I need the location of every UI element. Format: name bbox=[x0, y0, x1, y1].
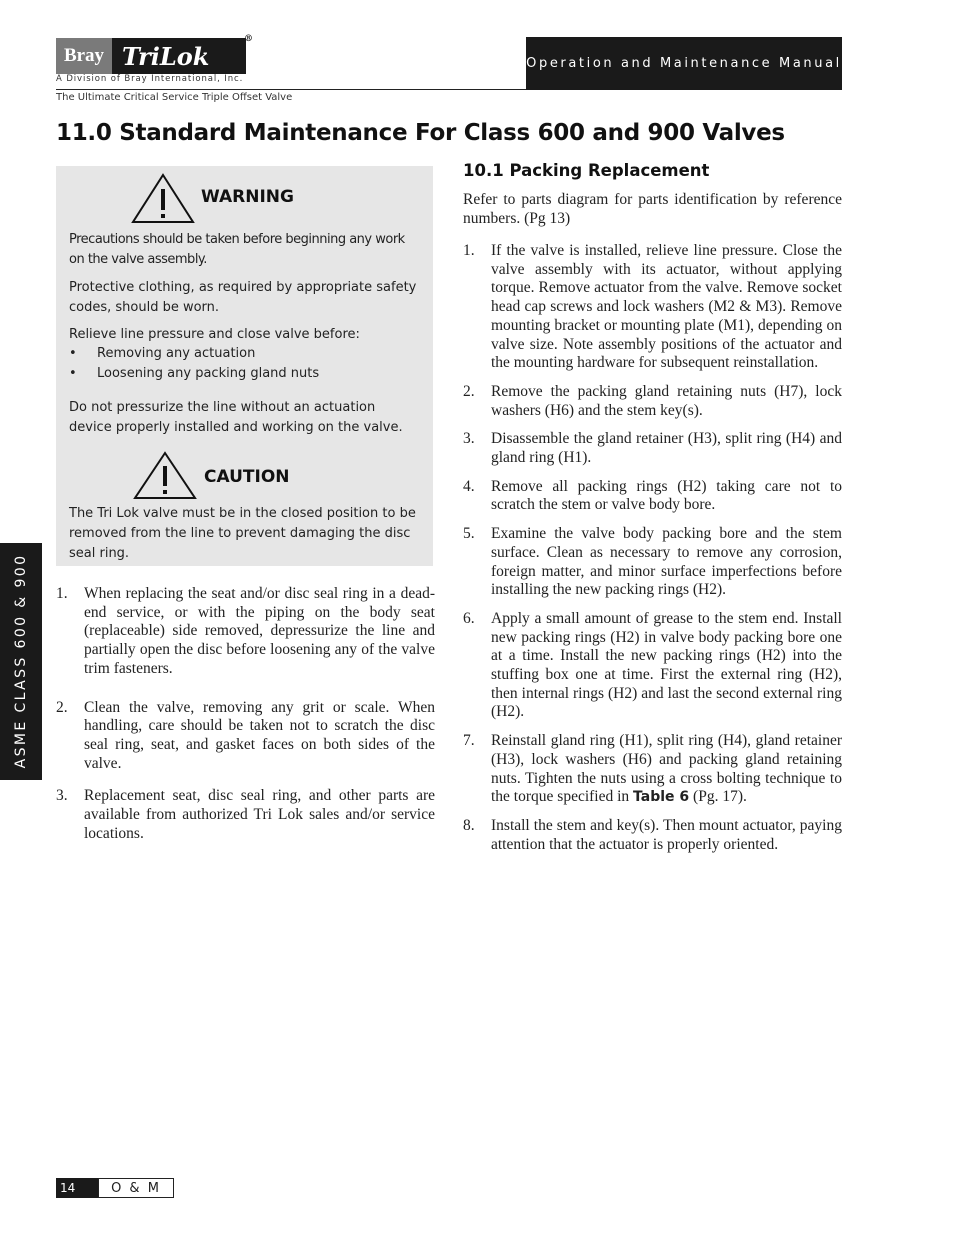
list-item: 7. Reinstall gland ring (H1), split ring (H4), gland retainer (H3), lock washers (H6) and packing gland retaining nuts. Tighten the nuts using a cross bolting technique to the torque specified in Table 6 (Pg. 17). bbox=[463, 732, 842, 806]
bullet-item: • Removing any actuation bbox=[69, 346, 256, 361]
bullet-item: • Loosening any packing gland nuts bbox=[69, 366, 320, 381]
division-text: A Division of Bray International, Inc. bbox=[56, 74, 244, 84]
page-title: 11.0 Standard Maintenance For Class 600 and 900 Valves bbox=[56, 120, 785, 146]
caution-label: CAUTION bbox=[204, 467, 290, 487]
list-item: 3. Disassemble the gland retainer (H3), split ring (H4) and gland ring (H1). bbox=[463, 430, 842, 467]
registered-mark: ® bbox=[244, 34, 253, 44]
page-footer bbox=[56, 1178, 174, 1198]
table-reference: Table 6 bbox=[633, 789, 690, 806]
brand-logo bbox=[56, 34, 253, 74]
list-item: 3. Replacement seat, disc seal ring, and other parts are available from authorized Tri Lok sales and/or service locations. bbox=[56, 787, 435, 842]
page-number: 14 bbox=[56, 1178, 98, 1198]
right-numbered-list bbox=[463, 242, 842, 854]
logo-bray: Bray bbox=[56, 38, 112, 74]
caution-icon bbox=[132, 450, 198, 500]
logo-trilok-text: TriLok bbox=[122, 41, 210, 71]
list-item: 1. If the valve is installed, relieve line pressure. Close the valve assembly with its actuator, without applying torque. Remove actuator from the valve. Remove socket head cap screws and lock washers (M2 & M3). Remove mounting bracket or mounting plate (M1), depending on valve size. Note assembly positions of the actuator and the mounting hardware for subsequent reinstallation. bbox=[463, 242, 842, 372]
warning-paragraph-2: Protective clothing, as required by appropriate safety codes, should be worn. bbox=[69, 280, 417, 315]
warning-label: WARNING bbox=[201, 187, 294, 207]
manual-title: Operation and Maintenance Manual bbox=[526, 37, 842, 90]
tagline: The Ultimate Critical Service Triple Offset Valve bbox=[56, 92, 293, 103]
warning-paragraph-3: Relieve line pressure and close valve before: bbox=[69, 327, 360, 342]
list-item: 6. Apply a small amount of grease to the stem end. Install new packing rings (H2) in valve body packing bore one at a time. Install the new packing rings (H2) into the stuffing box one at time. First the external ring (H2), then internal rings (H2) and last the second external ring (H2). bbox=[463, 609, 842, 721]
warning-paragraph-1: Precautions should be taken before beginning any work on the valve assembly. bbox=[69, 232, 405, 267]
logo-trilok bbox=[112, 34, 253, 74]
section-intro: Refer to parts diagram for parts identification by reference numbers. (Pg 13) bbox=[463, 191, 842, 227]
list-item: 2. Remove the packing gland retaining nuts (H7), lock washers (H6) and the stem key(s). bbox=[463, 382, 842, 419]
list-item: 8. Install the stem and key(s). Then mount actuator, paying attention that the actuator is properly oriented. bbox=[463, 816, 842, 853]
warning-box bbox=[56, 166, 433, 566]
warning-paragraph-4: Do not pressurize the line without an actuation device properly installed and working on the valve. bbox=[69, 400, 403, 435]
warning-icon bbox=[130, 172, 196, 224]
footer-label: O & M bbox=[98, 1178, 174, 1198]
side-tab-label: ASME CLASS 600 & 900 bbox=[13, 553, 29, 769]
list-item: 2. Clean the valve, removing any grit or scale. When handling, care should be taken not to scratch the disc seal ring, seat, and gasket faces on both sides of the valve. bbox=[56, 698, 435, 772]
list-item: 1. When replacing the seat and/or disc seal ring in a dead-end service, or with the piping on the body seat (replaceable) side removed, depressurize the line and partially open the disc before loosening any of the valve trim fasteners. bbox=[56, 585, 435, 677]
warning-bullet-list bbox=[69, 344, 421, 384]
section-heading: 10.1 Packing Replacement bbox=[463, 161, 710, 180]
list-item: 5. Examine the valve body packing bore and the stem surface. Clean as necessary to remove any corrosion, foreign matter, and minor surface imperfections before installing the new packing rings (H2). bbox=[463, 525, 842, 599]
list-item: 4. Remove all packing rings (H2) taking care not to scratch the stem or valve body bore. bbox=[463, 477, 842, 514]
list-item-text: Reinstall gland ring (H1), split ring (H4), gland retainer (H3), lock washers (H6) and packing gland retaining nuts. Tighten the nuts using a cross bolting technique to the torque specified in Table 6 (Pg. 17). bbox=[491, 732, 842, 806]
caution-paragraph: The Tri Lok valve must be in the closed position to be removed from the line to prevent damaging the disc seal ring. bbox=[69, 506, 416, 561]
left-numbered-list bbox=[56, 585, 435, 843]
